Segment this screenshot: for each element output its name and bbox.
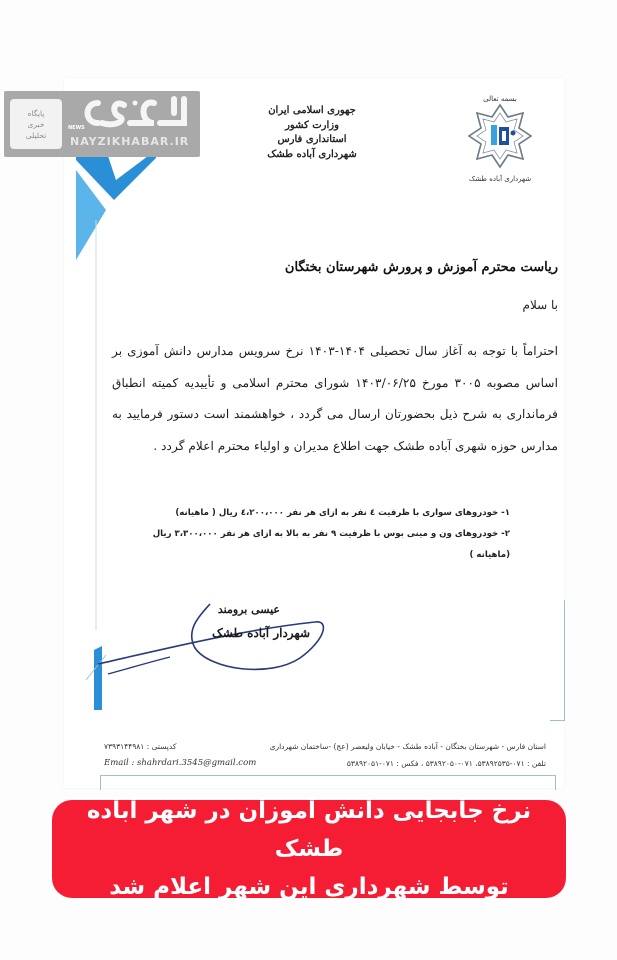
fare-item: ۱- خودروهای سواری با ظرفیت ٤ نفر به ازای هر نفر ٤،۲۰۰،۰۰۰ ریال ( ماهیانه): [175, 508, 510, 518]
municipality-emblem: [460, 95, 540, 195]
footer-email: Email : shahrdari.3545@gmail.com: [104, 758, 257, 768]
watermark-news-tag: NEWS: [68, 125, 85, 131]
watermark-url: NAYZIKHABAR.IR: [70, 135, 190, 148]
footer-border: [100, 775, 556, 790]
letter-body: [112, 336, 558, 462]
government-line: وزارت کشور: [285, 119, 339, 131]
news-watermark: [4, 91, 200, 157]
footer-contact: [269, 738, 546, 772]
star-emblem-icon: [467, 103, 533, 169]
banner-line: توسط شهرداری این شهر اعلام شد: [109, 874, 509, 900]
government-line: شهرداری آباده طشک: [267, 148, 357, 160]
signatory-name: عیسی برومند: [217, 603, 280, 616]
page-border-decoration: [550, 600, 565, 721]
government-line: استانداری فارس: [277, 134, 347, 145]
government-line: جهوری اسلامی ایران: [268, 105, 356, 116]
watermark-tagline: [10, 99, 62, 149]
footer-postal-code: کدپستی : ۷۳۹۳۱۴۴۹۸۱: [104, 742, 177, 751]
government-header: [252, 104, 372, 162]
signatory-title: شهردار آباده طشک: [212, 626, 310, 640]
watermark-tagline-line: تحلیلی: [25, 130, 47, 140]
watermark-tagline-line: پایگاه: [27, 108, 45, 118]
nayzikhabar-logo: [80, 95, 192, 131]
letter-addressee: ریاست محترم آموزش و پرورش شهرستان بختگان: [284, 260, 558, 275]
fare-item: ۲- خودروهای ون و مینی بوس با ظرفیت ۹ نفر به بالا به ازای هر نفر ۳،۳۰۰،۰۰۰ ریال (ماهیانه ): [152, 529, 510, 560]
footer-address: استان فارس - شهرستان بختگان - آباده طشک - خیابان ولیعصر (عج) -ساختمان شهرداری: [269, 742, 546, 751]
headline-banner: [52, 800, 566, 898]
footer-phone-fax: تلفن : ۰۷۱-۵۳۸۹۲۵۳۵، ۰۷۱-۵۳۸۹۲۰۵۰ ، فکس : ۰۷۱-۵۳۸۹۲۰۵۱: [346, 759, 546, 768]
emblem-top-text: بسمه تعالی: [483, 95, 517, 103]
watermark-tagline-line: خبری: [27, 119, 45, 129]
letter-paragraph: احتراماً با توجه به آغاز سال تحصیلی ۱۴۰۴-۱۴۰۳ نرخ سرویس مدارس دانش آموزی بر اساس مصوبه ۳۰۰۵ مورخ ۱۴۰۳/۰۶/۲۵ شورای محترم اسلامی و تأییدیه کمیته انطباق فرمانداری به شرح ذیل بحضورتان ارسال می گردد ، خواهشمند است دستور فرمایید به مدارس حوزه شهری آباده طشک جهت اطلاع مدیران و اولیاء محترم اعلام گردد .: [112, 344, 558, 453]
emblem-bottom-text: شهرداری آباده طشک: [468, 175, 532, 183]
banner-line: نرخ جابجایی دانش آموزان در شهر آباده طشک: [86, 798, 532, 862]
letter-greeting: با سلام: [522, 298, 558, 312]
fare-list: [130, 503, 510, 566]
footer-extra: [104, 738, 304, 772]
